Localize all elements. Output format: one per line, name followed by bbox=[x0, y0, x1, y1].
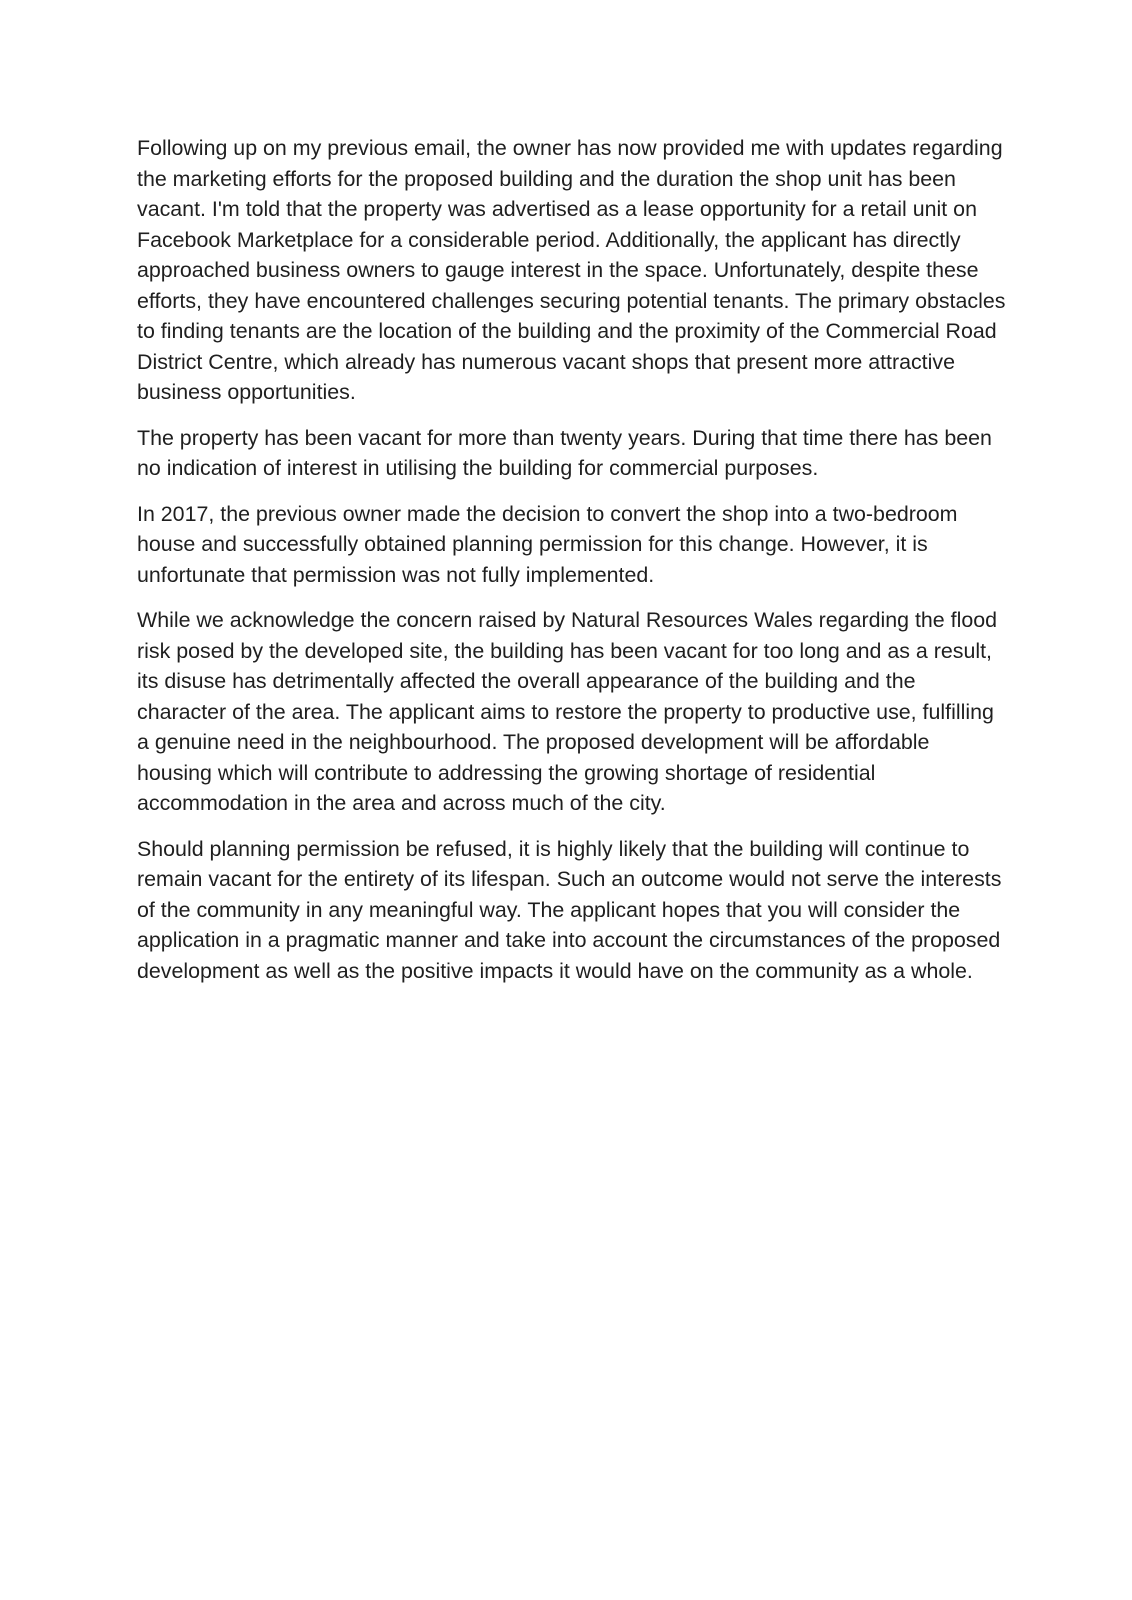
paragraph-marketing-efforts: Following up on my previous email, the owner has now provided me with updates regarding the marketing efforts for the proposed building and the duration the shop unit has been vacant. I'm told that the property was advertised as a lease opportunity for a retail unit on Facebook Marketplace for a considerable period. Additionally, the applicant has directly approached business owners to gauge interest in the space. Unfortunately, despite these efforts, they have encountered challenges securing potential tenants. The primary obstacles to finding tenants are the location of the building and the proximity of the Commercial Road District Centre, which already has numerous vacant shops that present more attractive business opportunities. bbox=[137, 136, 1006, 404]
paragraph-2017-permission: In 2017, the previous owner made the decision to convert the shop into a two-bedroom house and successfully obtained planning permission for this change. However, it is unfortunate that permission was not fully implemented. bbox=[137, 501, 958, 587]
paragraph-vacancy-duration: The property has been vacant for more than twenty years. During that time there has been no indication of interest in utilising the building for commercial purposes. bbox=[137, 425, 992, 480]
paragraph-flood-risk: While we acknowledge the concern raised by Natural Resources Wales regarding the flood risk posed by the developed site, the building has been vacant for too long and as a result, its disuse has detrimentally affected the overall appearance of the building and the character of the area. The applicant aims to restore the property to productive use, fulfilling a genuine need in the neighbourhood. The proposed development will be affordable housing which will contribute to addressing the growing shortage of residential accommodation in the area and across much of the city. bbox=[137, 608, 998, 815]
document-body bbox=[137, 133, 1007, 1001]
paragraph-conclusion: Should planning permission be refused, it is highly likely that the building will continue to remain vacant for the entirety of its lifespan. Such an outcome would not serve the interests of the community in any meaningful way. The applicant hopes that you will consider the application in a pragmatic manner and take into account the circumstances of the proposed development as well as the positive impacts it would have on the community as a whole. bbox=[137, 836, 1002, 983]
